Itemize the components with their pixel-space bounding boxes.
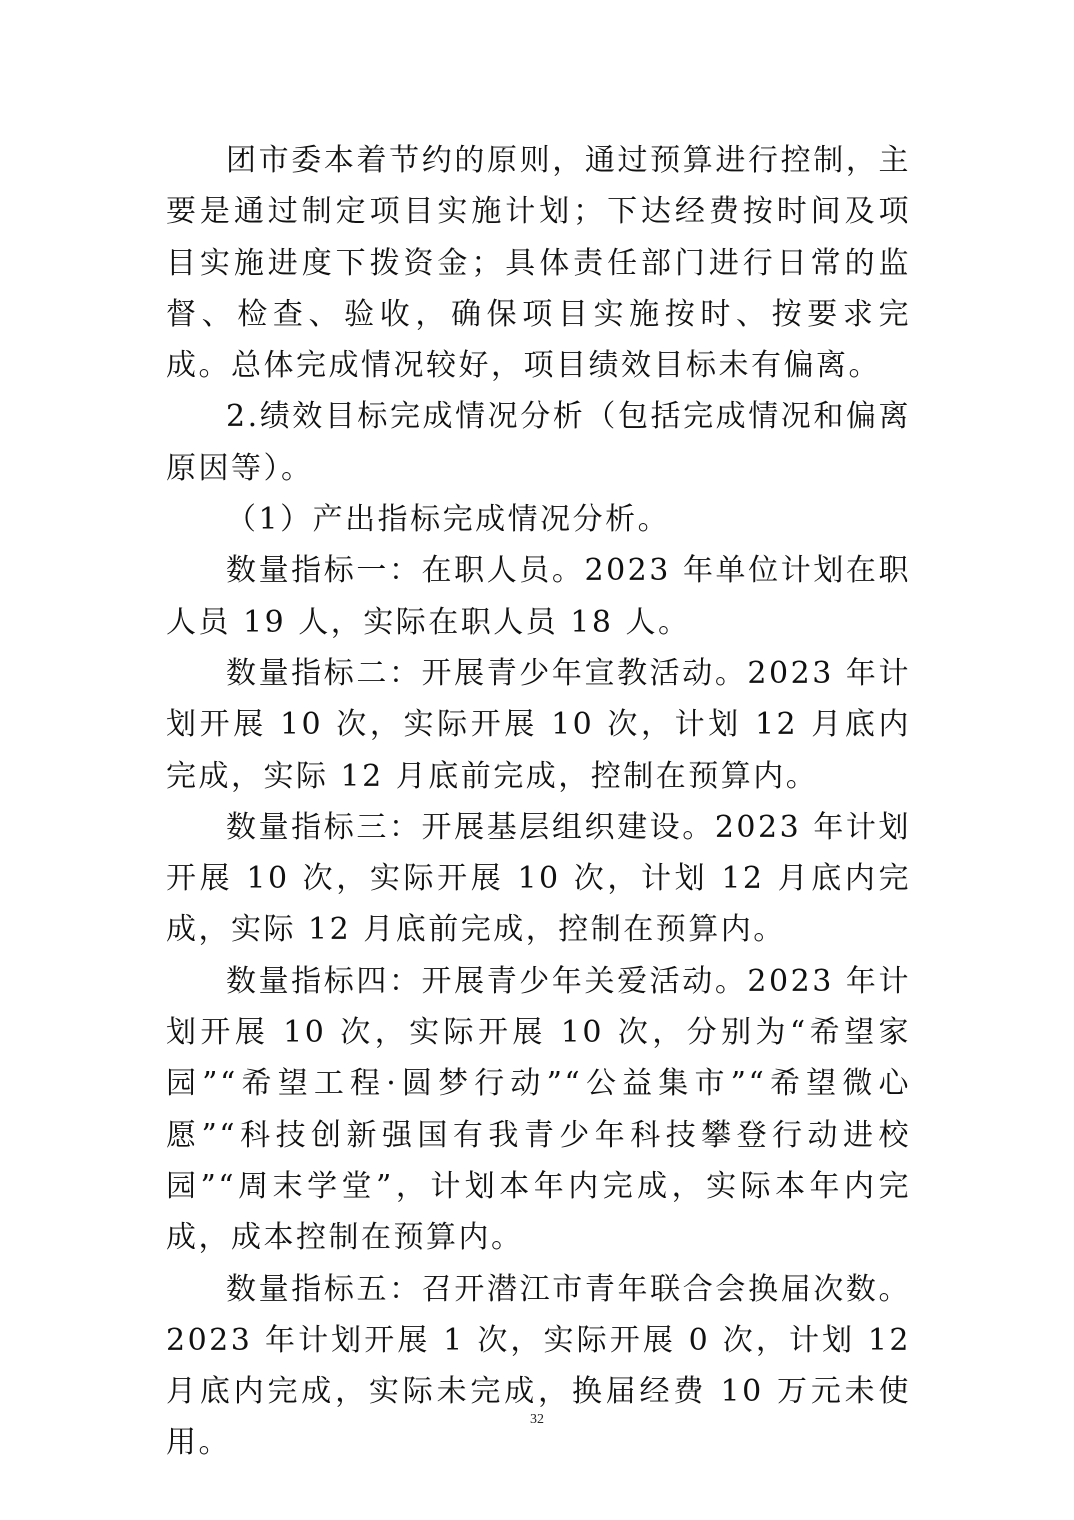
paragraph-indicator-2: 数量指标二：开展青少年宣教活动。2023 年计划开展 10 次，实际开展 10 次，计划 12 月底内完成，实际 12 月底前完成，控制在预算内。	[166, 655, 911, 794]
page-number: 32	[530, 1412, 544, 1427]
paragraph-indicator-3: 数量指标三：开展基层组织建设。2023 年计划开展 10 次，实际开展 10 次，计划 12 月底内完成，实际 12 月底前完成，控制在预算内。	[166, 809, 911, 948]
body-text	[166, 135, 911, 1469]
paragraph-section-heading: 2.绩效目标完成情况分析（包括完成情况和偏离原因等）。	[166, 399, 911, 486]
paragraph-indicator-5: 数量指标五：召开潜江市青年联合会换届次数。2023 年计划开展 1 次，实际开展 0 次，计划 12 月底内完成，实际未完成，换届经费 10 万元未使用。	[166, 1271, 911, 1461]
paragraph-subsection-heading: （1）产出指标完成情况分析。	[226, 502, 671, 538]
paragraph-indicator-4: 数量指标四：开展青少年关爱活动。2023 年计划开展 10 次，实际开展 10 次，分别为“希望家园”“希望工程·圆梦行动”“公益集市”“希望微心愿”“科技创新强国有我青少年科技攀登行动进校园”“周末学堂”，计划本年内完成，实际本年内完成，成本控制在预算内。	[166, 963, 911, 1256]
paragraph-budget-control: 团市委本着节约的原则，通过预算进行控制，主要是通过制定项目实施计划；下达经费按时间及项目实施进度下拨资金；具体责任部门进行日常的监督、检查、验收，确保项目实施按时、按要求完成。总体完成情况较好，项目绩效目标未有偏离。	[166, 143, 911, 384]
paragraph-indicator-1: 数量指标一：在职人员。2023 年单位计划在职人员 19 人，实际在职人员 18 人。	[166, 553, 911, 640]
